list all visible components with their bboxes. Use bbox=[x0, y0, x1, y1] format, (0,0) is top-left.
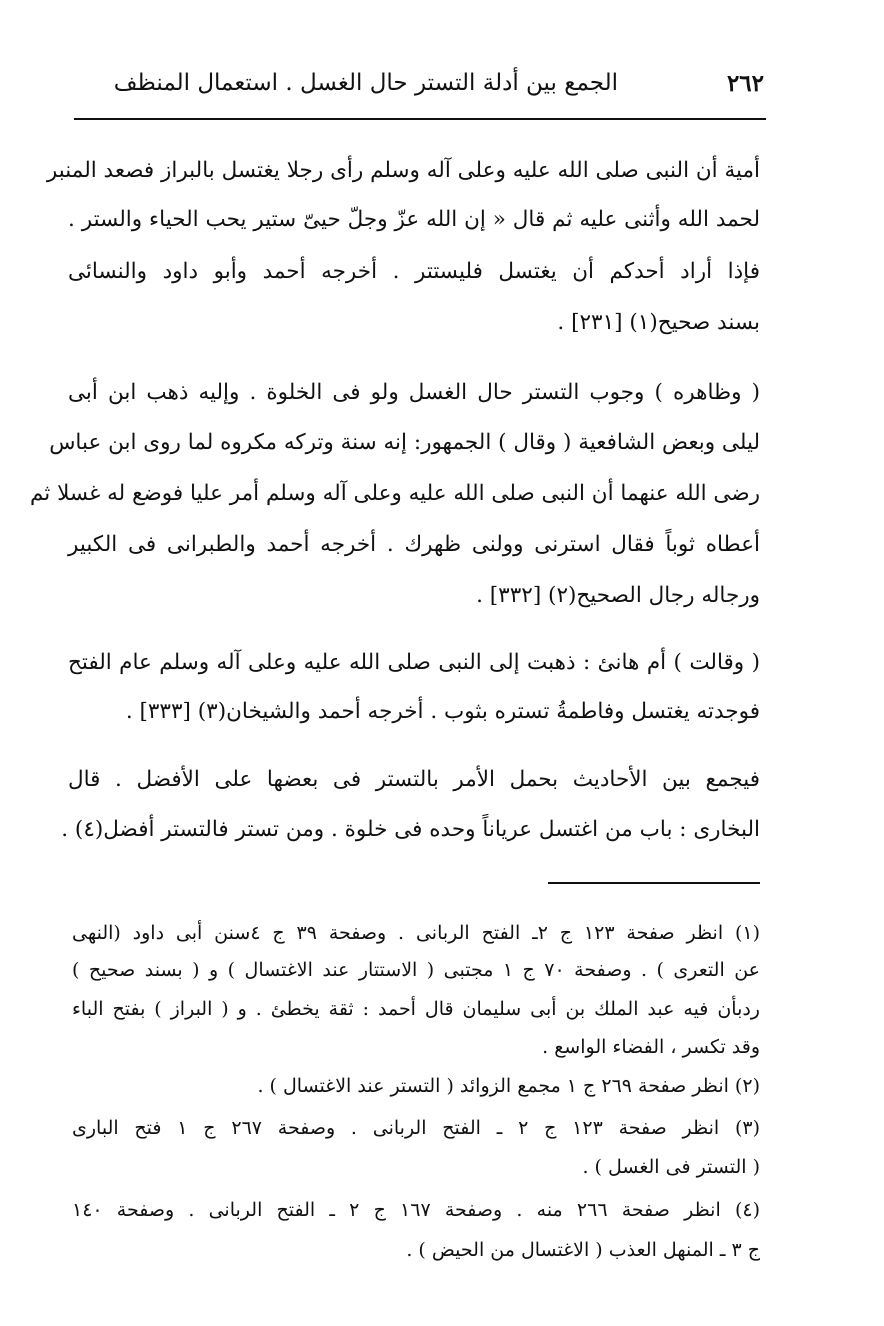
footnote-line: ردبأن فيه عبد الملك بن أبى سليمان قال أحمد : ثقة يخطئ . و ( البراز ) بفتح الباء bbox=[72, 998, 760, 1020]
footnote-line: عن التعرى ) . وصفحة ٧٠ ج ١ مجتبى ( الاستتار عند الاغتسال ) و ( بسند صحيح ) bbox=[72, 959, 760, 981]
footnote-line: ( التستر فى الغسل ) . bbox=[582, 1156, 760, 1178]
footnote-line: (٢) انظر صفحة ٢٦٩ ج ١ مجمع الزوائد ( التستر عند الاغتسال ) . bbox=[257, 1075, 760, 1097]
body-line: بسند صحيح(١) [٢٣١] . bbox=[557, 310, 760, 335]
body-line: رضى الله عنهما أن النبى صلى الله عليه وعلى آله وسلم أمر عليا فوضع له غسلا ثم bbox=[29, 481, 760, 506]
body-line: فوجدته يغتسل وفاطمةُ تستره بثوب . أخرجه أحمد والشيخان(٣) [٣٣٣] . bbox=[125, 699, 760, 724]
footnote-line: (٣) انظر صفحة ١٢٣ ج ٢ ـ الفتح الربانى . وصفحة ٢٦٧ ج ١ فتح البارى bbox=[72, 1117, 761, 1139]
page-number: ٢٦٢ bbox=[726, 70, 764, 97]
page-header bbox=[76, 70, 768, 108]
body-line: ( وظاهره ) وجوب التستر حال الغسل ولو فى الخلوة . وإليه ذهب ابن أبى bbox=[68, 380, 760, 405]
body-line: أمية أن النبى صلى الله عليه وعلى آله وسلم رأى رجلا يغتسل بالبراز فصعد المنبر bbox=[46, 158, 760, 183]
footnote-line: وقد تكسر ، الفضاء الواسع . bbox=[542, 1036, 760, 1058]
body-line: ليلى وبعض الشافعية ( وقال ) الجمهور: إنه سنة وتركه مكروه لما روى ابن عباس bbox=[49, 430, 760, 455]
body-line: ( وقالت ) أم هانئ : ذهبت إلى النبى صلى الله عليه وعلى آله وسلم عام الفتح bbox=[68, 650, 760, 675]
body-line: أعطاه ثوباً فقال استرنى وولنى ظهرك . أخرجه أحمد والطبرانى فى الكبير bbox=[68, 532, 760, 557]
body-line: فيجمع بين الأحاديث بحمل الأمر بالتستر فى بعضها على الأفضل . قال bbox=[68, 767, 760, 792]
footnote-rule bbox=[548, 882, 760, 884]
body-line: ورجاله رجال الصحيح(٢) [٣٣٢] . bbox=[476, 583, 760, 608]
running-title: الجمع بين أدلة التستر حال الغسل . استعمال المنظف bbox=[113, 70, 618, 96]
footnote-line: (٤) انظر صفحة ٢٦٦ منه . وصفحة ١٦٧ ج ٢ ـ الفتح الربانى . وصفحة ١٤٠ bbox=[72, 1199, 760, 1221]
header-rule bbox=[74, 118, 766, 120]
body-line: لحمد الله وأثنى عليه ثم قال « إن الله عزّ وجلّ حيىّ ستير يحب الحياء والستر . bbox=[68, 207, 760, 232]
footnote-line: ج ٣ ـ المنهل العذب ( الاغتسال من الحيض ) . bbox=[406, 1239, 760, 1261]
body-line: فإذا أراد أحدكم أن يغتسل فليستتر . أخرجه أحمد وأبو داود والنسائى bbox=[68, 259, 760, 284]
footnote-line: (١) انظر صفحة ١٢٣ ج ٢ـ الفتح الربانى . وصفحة ٣٩ ج ٤سنن أبى داود (النهى bbox=[72, 922, 761, 944]
body-line: البخارى : باب من اغتسل عرياناً وحده فى خلوة . ومن تستر فالتستر أفضل(٤) . bbox=[61, 817, 760, 842]
